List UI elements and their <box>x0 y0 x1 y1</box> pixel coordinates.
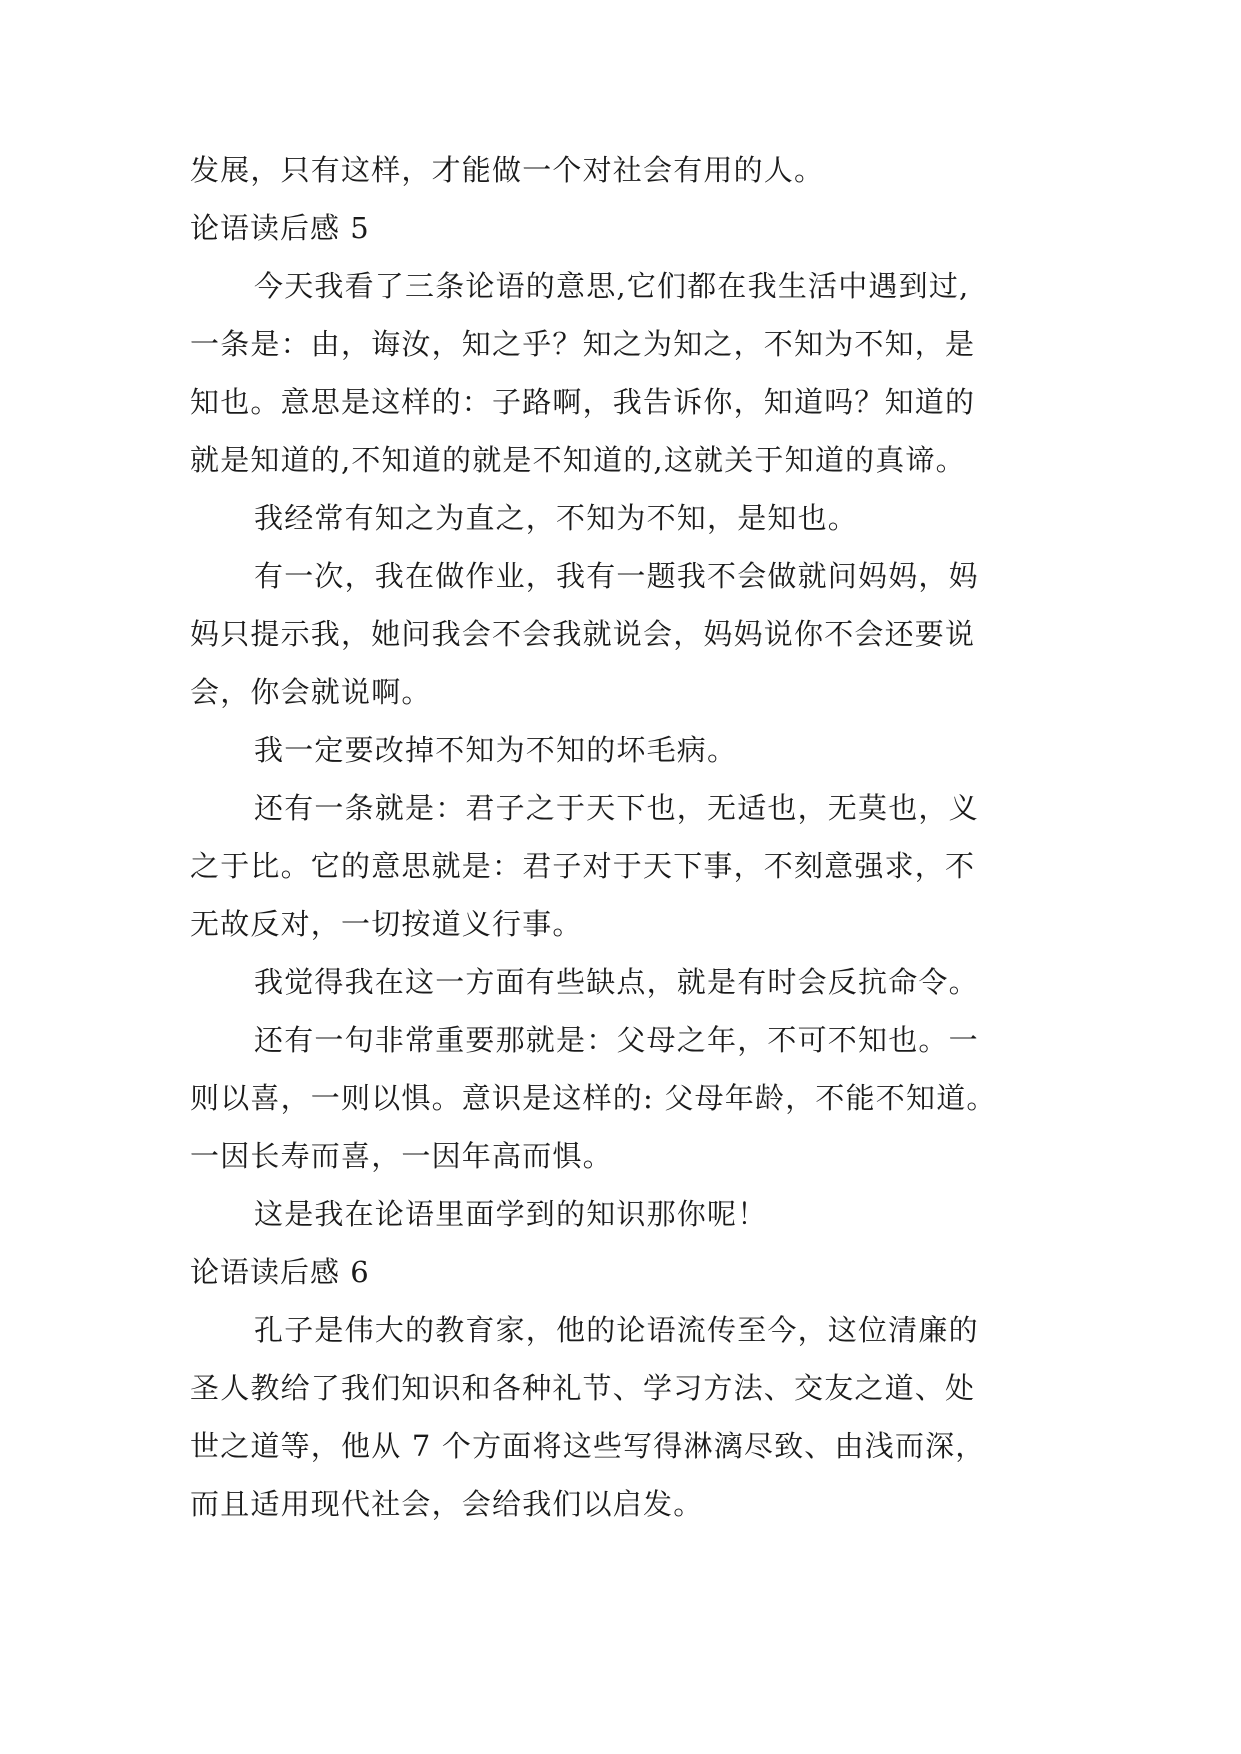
text-line: 我经常有知之为直之，不知为不知，是知也。 <box>254 501 859 535</box>
text-line: 之于比。它的意思就是：君子对于天下事，不刻意强求，不 <box>190 849 976 883</box>
text-line: 这是我在论语里面学到的知识那你呢！ <box>254 1197 768 1231</box>
text-line: 孔子是伟大的教育家，他的论语流传至今，这位清廉的 <box>254 1313 979 1347</box>
text-line: 而且适用现代社会，会给我们以启发。 <box>190 1487 704 1521</box>
text-line: 我一定要改掉不知为不知的坏毛病。 <box>254 733 738 767</box>
text-line: 就是知道的,不知道的就是不知道的,这就关于知道的真谛。 <box>190 443 966 477</box>
text-line: 无故反对，一切按道义行事。 <box>190 907 583 941</box>
text-line: 今天我看了三条论语的意思,它们都在我生活中遇到过, <box>254 269 970 303</box>
section-heading: 论语读后感 5 <box>190 211 370 245</box>
text-line: 还有一句非常重要那就是：父母之年，不可不知也。一 <box>254 1023 979 1057</box>
text-line: 则以喜，一则以惧。意识是这样的: 父母年龄，不能不知道。 <box>190 1081 997 1115</box>
text-line: 会，你会就说啊。 <box>190 675 432 709</box>
text-line: 知也。意思是这样的：子路啊，我告诉你，知道吗？知道的 <box>190 385 976 419</box>
text-line: 一条是：由，诲汝，知之乎？知之为知之，不知为不知，是 <box>190 327 976 361</box>
text-line: 世之道等，他从 7 个方面将这些写得淋漓尽致、由浅而深， <box>190 1429 986 1463</box>
text-line: 我觉得我在这一方面有些缺点，就是有时会反抗命令。 <box>254 965 979 999</box>
text-line: 圣人教给了我们知识和各种礼节、学习方法、交友之道、处 <box>190 1371 976 1405</box>
text-line: 一因长寿而喜，一因年高而惧。 <box>190 1139 613 1173</box>
text-line: 有一次，我在做作业，我有一题我不会做就问妈妈，妈 <box>254 559 979 593</box>
text-line: 还有一条就是：君子之于天下也，无适也，无莫也，义 <box>254 791 979 825</box>
section-heading: 论语读后感 6 <box>190 1255 370 1289</box>
text-line: 发展，只有这样，才能做一个对社会有用的人。 <box>190 153 825 187</box>
text-line: 妈只提示我，她问我会不会我就说会，妈妈说你不会还要说 <box>190 617 976 651</box>
